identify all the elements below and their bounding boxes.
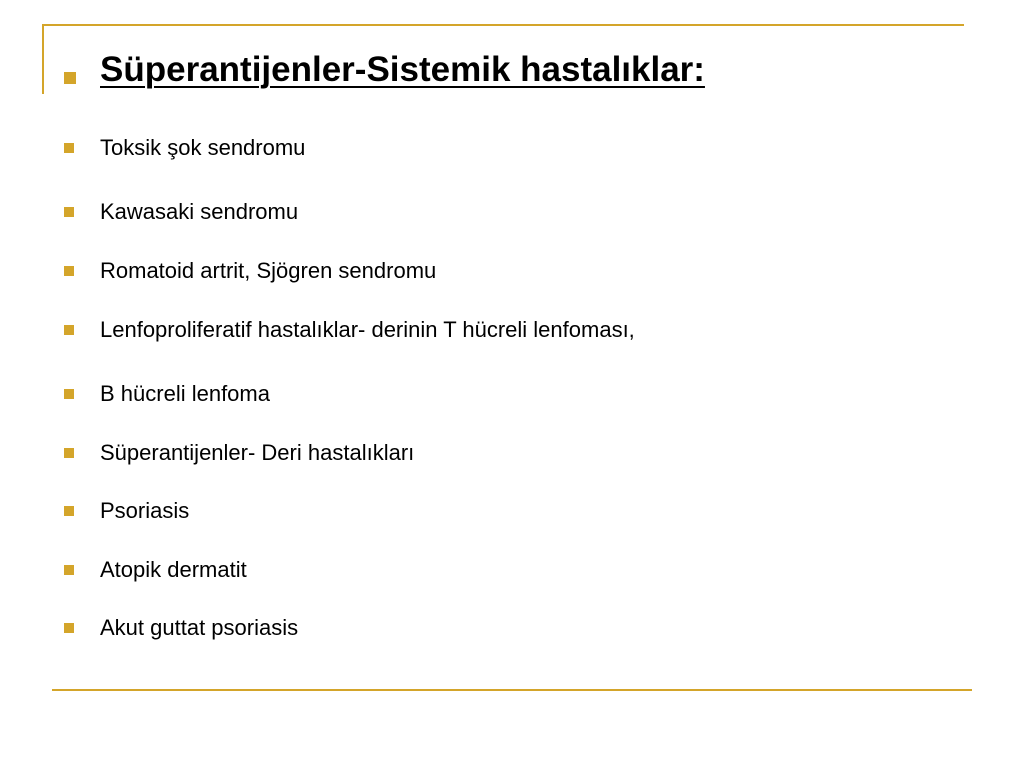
list-item-text: Lenfoproliferatif hastalıklar- derinin T hücreli lenfoması, — [100, 317, 635, 342]
list-item-text: Kawasaki sendromu — [100, 199, 299, 224]
frame-left-rule — [42, 24, 44, 94]
square-bullet-icon — [64, 207, 74, 217]
list-item-text: Süperantijenler- Deri hastalıkları — [100, 440, 415, 465]
square-bullet-icon — [64, 448, 74, 458]
list-item-text: Atopik dermatit — [100, 557, 247, 582]
list-item-text: Toksik şok sendromu — [100, 135, 306, 160]
square-bullet-icon — [64, 623, 74, 633]
list-item-text: Akut guttat psoriasis — [100, 615, 299, 640]
square-bullet-icon — [64, 325, 74, 335]
frame-bottom-rule — [52, 689, 972, 691]
square-bullet-icon — [64, 143, 74, 153]
square-bullet-icon — [64, 506, 74, 516]
square-bullet-icon — [64, 72, 76, 84]
list-item-text: Psoriasis — [100, 498, 190, 523]
frame-top-rule — [42, 24, 964, 26]
square-bullet-icon — [64, 565, 74, 575]
list-item-text: B hücreli lenfoma — [100, 381, 270, 406]
square-bullet-icon — [64, 389, 74, 399]
square-bullet-icon — [64, 266, 74, 276]
list-item-text: Romatoid artrit, Sjögren sendromu — [100, 258, 437, 283]
slide-title: Süperantijenler-Sistemik hastalıklar: — [100, 50, 705, 89]
